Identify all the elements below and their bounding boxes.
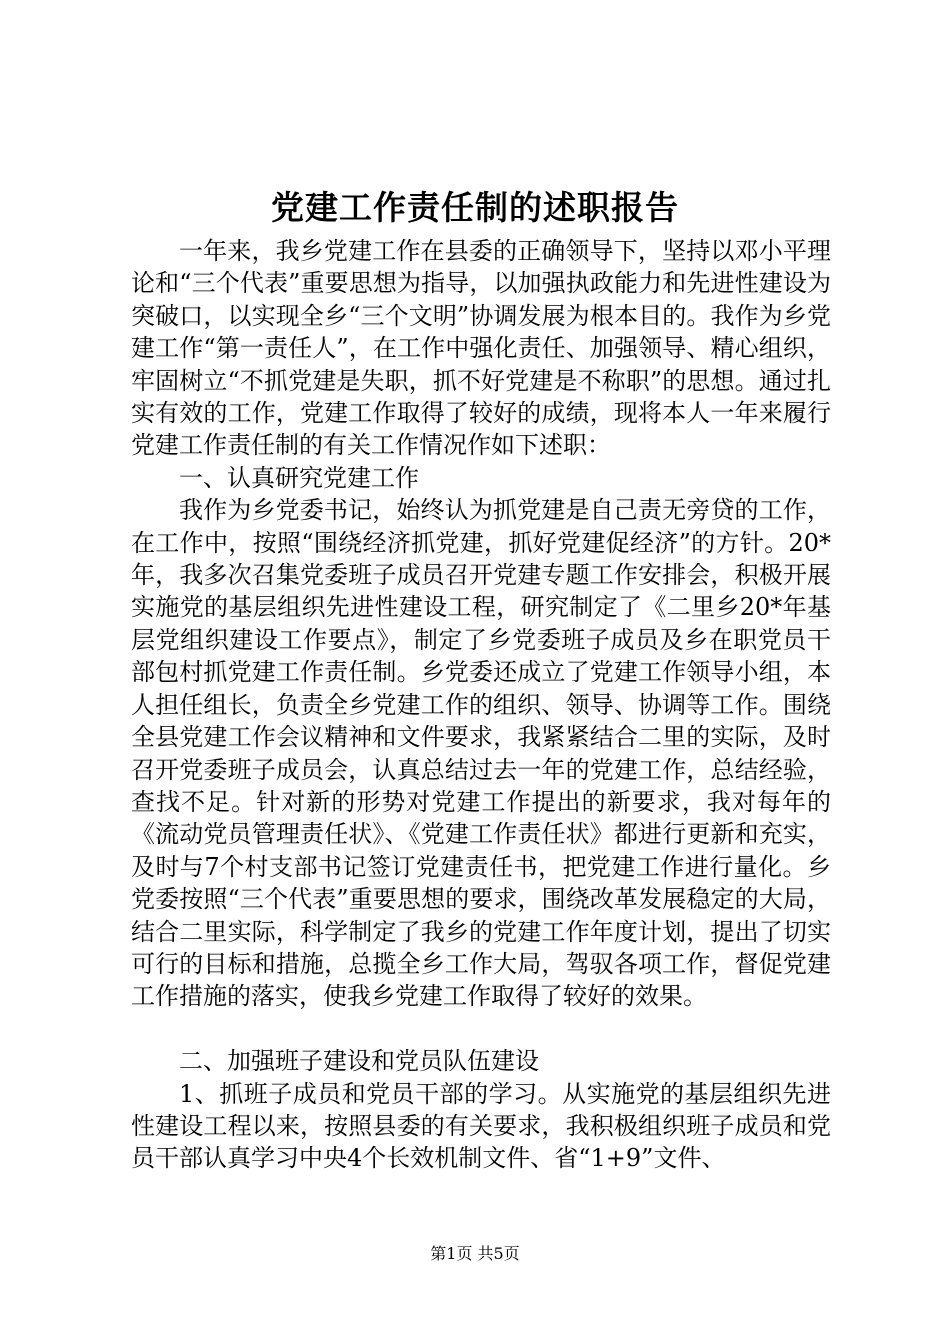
paragraph-spacer: [131, 1013, 831, 1045]
section-heading-1: 一、认真研究党建工作: [179, 463, 419, 492]
section-1-paragraph: 我作为乡党委书记，始终认为抓党建是自己责无旁贷的工作，在工作中，按照“围绕经济抓党建，抓好党建促经济”的方针。20*年，我多次召集党委班子成员召开党建专题工作安排会，积极开展实施党的基层组织先进性建设工程，研究制定了《二里乡20*年基层党组织建设工作要点》，制定了乡党委班子成员及乡在职党员干部包村抓党建工作责任制。乡党委还成立了党建工作领导小组，本人担任组长，负责全乡党建工作的组织、领导、协调等工作。围绕全县党建工作会议精神和文件要求，我紧紧结合二里的实际，及时召开党委班子成员会，认真总结过去一年的党建工作，总结经验，查找不足。针对新的形势对党建工作提出的新要求，我对每年的《流动党员管理责任状》、《党建工作责任状》都进行更新和充实，及时与7个村支部书记签订党建责任书，把党建工作进行量化。乡党委按照“三个代表”重要思想的要求，围绕改革发展稳定的大局，结合二里实际，科学制定了我乡的党建工作年度计划，提出了切实可行的目标和措施，总揽全乡工作大局，驾驭各项工作，督促党建工作措施的落实，使我乡党建工作取得了较好的效果。: [131, 496, 831, 1011]
page-footer: 第1页 共5页: [430, 1244, 520, 1263]
intro-paragraph: 一年来，我乡党建工作在县委的正确领导下，坚持以邓小平理论和“三个代表”重要思想为指导，以加强执政能力和先进性建设为突破口，以实现全乡“三个文明”协调发展为根本目的。我作为乡党建工作“第一责任人”，在工作中强化责任、加强领导、精心组织，牢固树立“不抓党建是失职，抓不好党建是不称职”的思想。通过扎实有效的工作，党建工作取得了较好的成绩，现将本人一年来履行党建工作责任制的有关工作情况作如下述职：: [131, 237, 831, 460]
section-heading-2: 二、加强班子建设和党员队伍建设: [179, 1047, 539, 1076]
document-body: [131, 235, 831, 1175]
section-2-paragraph: 1、抓班子成员和党员干部的学习。从实施党的基层组织先进性建设工程以来，按照县委的有关要求，我积极组织班子成员和党员干部认真学习中央4个长效机制文件、省“1+9”文件、: [131, 1079, 831, 1173]
document-title: 党建工作责任制的述职报告: [271, 188, 679, 227]
